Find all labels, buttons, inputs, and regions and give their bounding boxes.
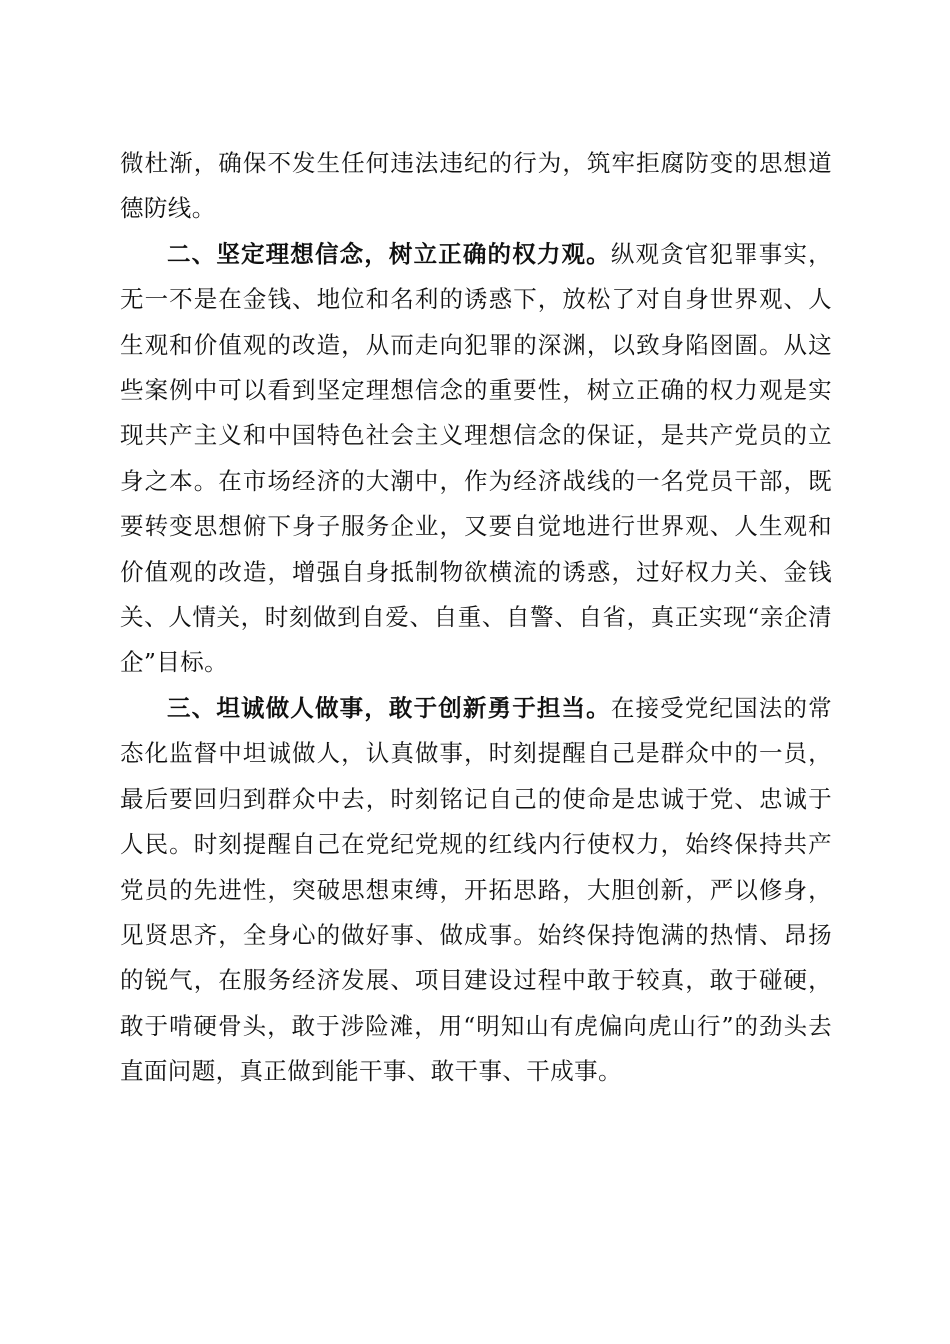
paragraph-1-body: 微杜渐，确保不发生任何违法违纪的行为，筑牢拒腐防变的思想道德防线。 <box>120 149 832 223</box>
paragraph-section-two <box>120 232 832 686</box>
section-three-heading: 三、坦诚做人做事，敢于创新勇于担当。 <box>167 693 611 722</box>
section-two-heading: 二、坚定理想信念，树立正确的权力观。 <box>167 239 611 268</box>
section-two-body: 纵观贪官犯罪事实，无一不是在金钱、地位和名利的诱惑下，放松了对自身世界观、人生观和价值观的改造，从而走向犯罪的深渊，以致身陷囹圄。从这些案例中可以看到坚定理想信念的重要性，树立正确的权力观是实现共产主义和中国特色社会主义理想信念的保证，是共产党员的立身之本。在市场经济的大潮中，作为经济战线的一名党员干部，既要转变思想俯下身子服务企业，又要自觉地进行世界观、人生观和价值观的改造，增强自身抵制物欲横流的诱惑，过好权力关、金钱关、人情关，时刻做到自爱、自重、自警、自省，真正实现“亲企清企”目标。 <box>120 239 833 677</box>
paragraph-continuation <box>120 141 832 232</box>
document-body <box>120 141 832 1095</box>
paragraph-section-three <box>120 686 832 1095</box>
section-three-body: 在接受党纪国法的常态化监督中坦诚做人，认真做事，时刻提醒自己是群众中的一员，最后要回归到群众中去，时刻铭记自己的使命是忠诚于党、忠诚于人民。时刻提醒自己在党纪党规的红线内行使权力，始终保持共产党员的先进性，突破思想束缚，开拓思路，大胆创新，严以修身，见贤思齐，全身心的做好事、做成事。始终保持饱满的热情、昂扬的锐气，在服务经济发展、项目建设过程中敢于较真，敢于碰硬，敢于啃硬骨头，敢于涉险滩，用“明知山有虎偏向虎山行”的劲头去直面问题，真正做到能干事、敢干事、干成事。 <box>120 693 833 1086</box>
